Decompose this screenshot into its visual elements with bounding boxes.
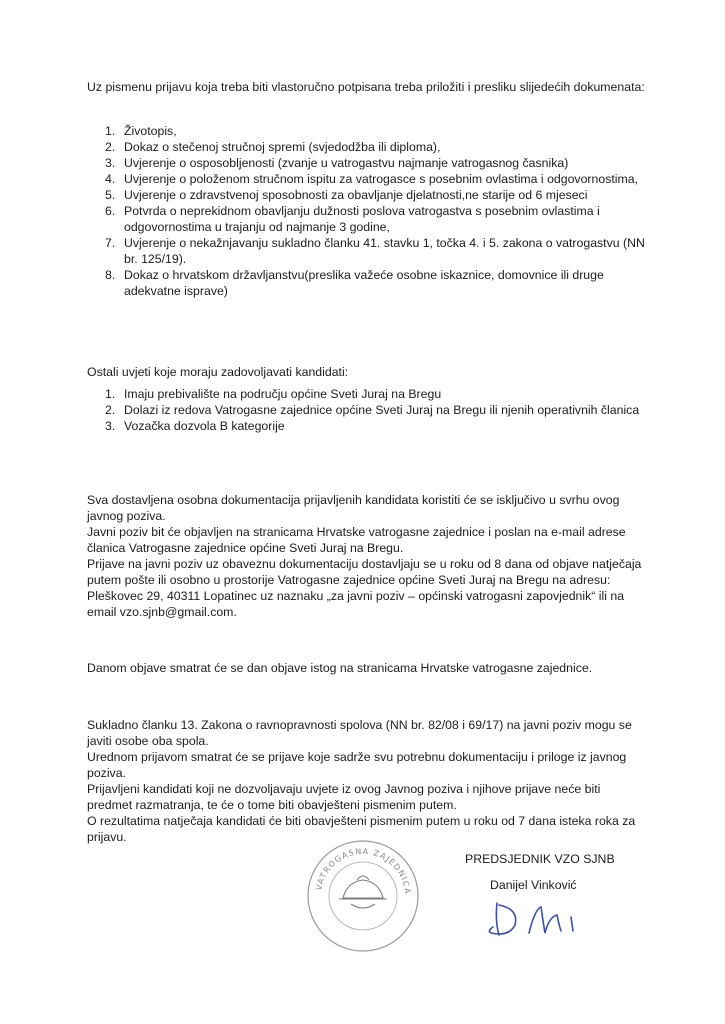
list-item-text: Dolazi iz redova Vatrogasne zajednice općine Sveti Juraj na Bregu ili njenih operativnih članica [124,403,640,417]
rejection-paragraph: Prijavljeni kandidati koji ne dozvoljavaju uvjete iz ovog Javnog poziva i njihove prijave neće biti predmet razmatranja, te će o tome biti obavješteni pismenim putem. [87,782,601,812]
list-item [87,139,647,155]
list-number: 6. [105,204,116,218]
organization-stamp [305,838,421,954]
list-number: 7. [105,236,116,250]
fire-helmet-emblem-icon [339,876,387,908]
list-number: 5. [105,188,116,202]
conditions-list [87,386,647,434]
list-item [87,402,647,418]
signatory-name: Danijel Vinković [490,878,577,892]
list-item-text: Životopis, [124,124,177,138]
list-item [87,235,647,267]
publication-date-note: Danom objave smatrat će se dan objave istog na stranicama Hrvatske vatrogasne zajednice. [87,661,593,675]
submission-info-block [87,492,647,620]
list-item-text: Potvrda o neprekidnom obavljanju dužnosti poslova vatrogastva s posebnim ovlastima i odgovornostima u trajanju od najmanje 3 godine, [124,204,600,234]
privacy-paragraph: Sva dostavljena osobna dokumentacija prijavljenih kandidata koristiti će se isključivo u svrhu ovog javnog poziva. [87,493,620,523]
list-item [87,155,647,171]
list-item [87,386,647,402]
intro-paragraph: Uz pismenu prijavu koja treba biti vlastoručno potpisana treba priložiti i presliku slijedećih dokumenata: [87,80,645,94]
valid-application-paragraph: Urednom prijavom smatrat će se prijave koje sadrže svu potrebnu dokumentaciju i priloge iz javnog poziva. [87,750,627,780]
gender-equality-paragraph: Sukladno članku 13. Zakona o ravnopravnosti spolova (NN br. 82/08 i 69/17) na javni poziv mogu se javiti osobe oba spola. [87,718,632,748]
list-number: 3. [105,419,116,433]
results-paragraph: O rezultatima natječaja kandidati će biti obavješteni pismenim putem u roku od 7 dana isteka roka za prijavu. [87,814,636,844]
list-item [87,203,647,235]
signatory-title: PREDSJEDNIK VZO SJNB [465,852,615,866]
list-item [87,418,647,434]
conditions-heading: Ostali uvjeti koje moraju zadovoljavati kandidati: [87,365,349,379]
list-item [87,267,647,299]
submission-paragraph: Prijave na javni poziv uz obaveznu dokumentaciju dostavljaju se u roku od 8 dana od objave natječaja putem pošte ili osobno u prostorije Vatrogasne zajednice općine Sveti Juraj na Bregu na adresu: Pleškovec 29, 40311 Lopatinec uz naznaku „za javni poziv – općinski vatrogasni zapovjednik“ ili na email vzo.sjnb@gmail.com. [87,557,642,619]
required-documents-list [87,123,647,299]
list-number: 3. [105,156,116,170]
list-item-text: Vozačka dozvola B kategorije [124,419,285,433]
list-number: 8. [105,268,116,282]
list-item-text: Uvjerenje o osposobljenosti (zvanje u vatrogastvu najmanje vatrogasnog časnika) [124,156,569,170]
list-item-text: Uvjerenje o nekažnjavanju sukladno članku 41. stavku 1, točka 4. i 5. zakona o vatrogastvu (NN br. 125/19). [124,236,645,266]
list-number: 2. [105,140,116,154]
list-item-text: Imaju prebivalište na području općine Sveti Juraj na Bregu [124,387,442,401]
list-number: 1. [105,387,116,401]
list-item [87,171,647,187]
list-item-text: Dokaz o stečenoj stručnoj spremi (svjedodžba ili diploma), [124,140,441,154]
list-item [87,187,647,203]
list-number: 2. [105,403,116,417]
handwritten-signature [485,895,585,945]
list-item [87,123,647,139]
list-item-text: Uvjerenje o zdravstvenoj sposobnosti za obavljanje djelatnosti,ne starije od 6 mjeseci [124,188,588,202]
list-number: 1. [105,124,116,138]
publication-paragraph: Javni poziv bit će objavljen na stranicama Hrvatske vatrogasne zajednice i poslan na e-mail adrese članica Vatrogasne zajednice općine Sveti Juraj na Bregu. [87,525,626,555]
list-item-text: Uvjerenje o položenom stručnom ispitu za vatrogasce s posebnim ovlastima i odgovornostima, [124,172,638,186]
closing-block [87,717,647,845]
list-item-text: Dokaz o hrvatskom državljanstvu(preslika važeće osobne iskaznice, domovnice ili druge adekvatne isprave) [124,268,604,298]
list-number: 4. [105,172,116,186]
stamp-ring-text: VATROGASNA ZAJEDNICA [314,846,413,896]
